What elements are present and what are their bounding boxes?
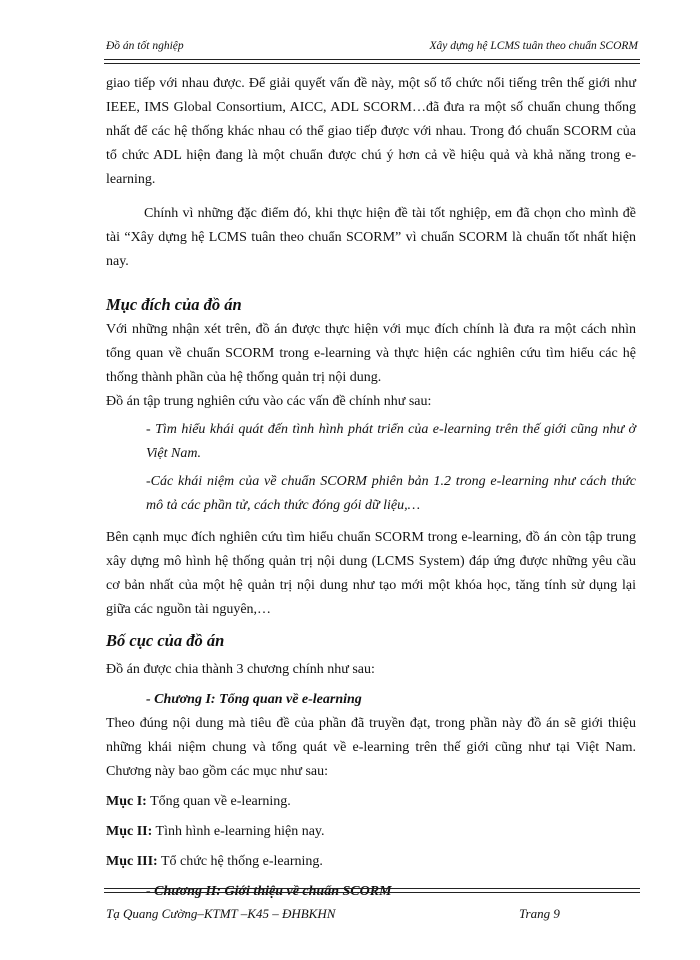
section-item	[106, 790, 636, 814]
chapter-title: - Chương I: Tổng quan về e-learning	[146, 692, 362, 707]
footer-author: Tạ Quang Cường–KTMT –K45 – ĐHBKHN	[106, 906, 336, 921]
header-right: Xây dựng hệ LCMS tuân theo chuẩn SCORM	[429, 40, 638, 52]
bullet-item: -Các khái niệm của về chuẩn SCORM phiên bản 1.2 trong e-learning như cách thức mô tả các phần tử, cách thức đóng gói dữ liệu,…	[146, 474, 636, 513]
chapter-title: - Chương II: Giới thiệu về chuẩn SCORM	[146, 884, 392, 899]
section-text: Tổ chức hệ thống e-learning.	[160, 854, 323, 869]
paragraph: Theo đúng nội dung mà tiêu đề của phần đã truyền đạt, trong phần này đồ án sẽ giới thiệu những khái niệm chung và tổng quát về e-learning trên thế giới cũng như tại Việt Nam. Chương này bao gồm các mục như sau:	[106, 716, 636, 779]
section-item	[106, 820, 636, 844]
paragraph: giao tiếp với nhau được. Để giải quyết vấn đề này, một số tổ chức nổi tiếng trên thế giới như IEEE, IMS Global Consortium, AICC, ADL SCORM…đã đưa ra một số chuẩn chung thống nhất để các hệ thống khác nhau có thể giao tiếp được với nhau. Trong đó chuẩn SCORM của tổ chức ADL hiện đang là một chuẩn được chú ý hơn cả về hiệu quả và khả năng trong e-learning.	[106, 76, 636, 187]
section-text: Tổng quan về e-learning.	[150, 794, 291, 809]
section-label: Mục II:	[106, 824, 153, 839]
bullet-item: - Tìm hiểu khái quát đến tình hình phát triển của e-learning trên thế giới cũng như ở Việt Nam.	[146, 422, 636, 461]
paragraph: Bên cạnh mục đích nghiên cứu tìm hiểu chuẩn SCORM trong e-learning, đồ án còn tập trung xây dựng mô hình hệ thống quản trị nội dung (LCMS System) đáp ứng được những yêu cầu cơ bản nhất của một hệ quản trị nội dung như tạo mới một khóa học, tăng tính sử dụng lại giữa các nguồn tài nguyên,…	[106, 530, 636, 617]
footer-rule	[104, 888, 640, 893]
paragraph: Với những nhận xét trên, đồ án được thực hiện với mục đích chính là đưa ra một cách nhìn tổng quan về chuẩn SCORM trong e-learning và thực hiện các nghiên cứu tìm hiểu các hệ thống thành phần của hệ thống quản trị nội dung.	[106, 322, 636, 385]
header-rule	[104, 59, 640, 64]
page-body	[106, 72, 636, 904]
section-text: Tình hình e-learning hiện nay.	[155, 824, 325, 839]
page-number: Trang 9	[519, 906, 560, 921]
section-heading-purpose: Mục đích của đồ án	[106, 295, 242, 314]
paragraph: Chính vì những đặc điểm đó, khi thực hiện đề tài tốt nghiệp, em đã chọn cho mình đề tài “Xây dựng hệ LCMS tuân theo chuẩn SCORM” vì chuẩn SCORM là chuẩn tốt nhất hiện nay.	[106, 206, 636, 269]
section-label: Mục III:	[106, 854, 158, 869]
paragraph: Đồ án tập trung nghiên cứu vào các vấn đề chính như sau:	[106, 394, 432, 409]
section-item	[106, 850, 636, 874]
paragraph: Đồ án được chia thành 3 chương chính như sau:	[106, 662, 375, 677]
header-left: Đồ án tốt nghiệp	[106, 40, 184, 52]
section-heading-layout: Bố cục của đồ án	[106, 631, 225, 650]
section-label: Mục I:	[106, 794, 147, 809]
